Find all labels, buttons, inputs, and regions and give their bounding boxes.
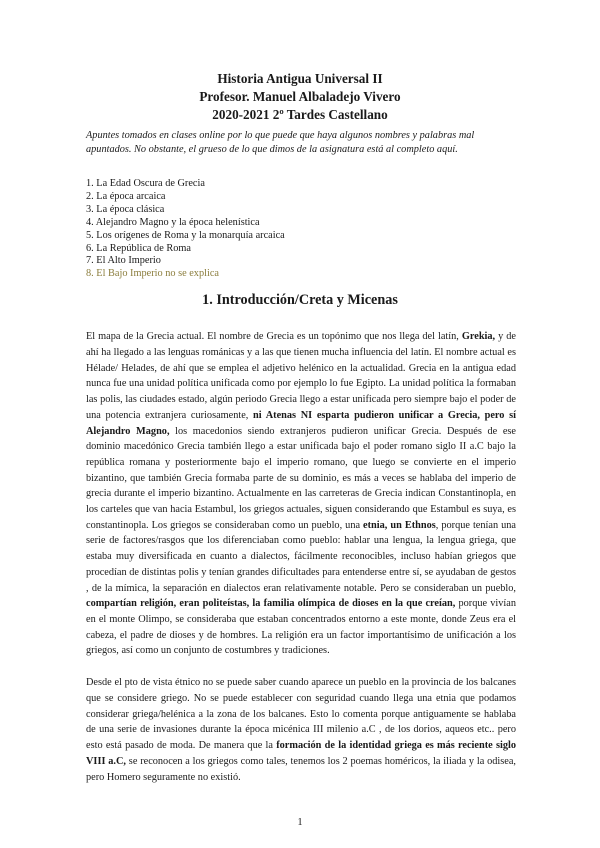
toc-item: 4. Alejandro Magno y la época helenística xyxy=(86,216,260,228)
bold-text-run: formación de la identidad griega es más reciente siglo VIII a.C, xyxy=(86,740,516,767)
professor-name: Profesor. Manuel Albaladejo Vivero xyxy=(199,89,401,104)
toc-item: 6. La República de Roma xyxy=(86,242,191,254)
page-number: 1 xyxy=(297,817,303,828)
bold-text-run: compartían religión, eran politeístas, la familia olímpica de dioses en la que creían, xyxy=(86,598,456,610)
toc-item: 2. La época arcaica xyxy=(86,190,166,202)
toc-item-not-explained: 8. El Bajo Imperio no se explica xyxy=(86,268,219,280)
text-run: El mapa de la Grecia actual. El nombre de Grecia es un topónimo que nos llega del latín, xyxy=(86,331,462,343)
toc-item: 7. El Alto Imperio xyxy=(86,255,161,267)
bold-text-run: Grekia, xyxy=(461,331,496,343)
toc-item: 3. La época clásica xyxy=(86,203,165,215)
course-title: Historia Antigua Universal II xyxy=(217,71,383,86)
body-paragraph-1 xyxy=(86,329,516,659)
intro-note: Apuntes tomados en clases online por lo que puede que haya algunos nombres y palabras mal apuntados. No obstante, el grueso de lo que dimos de la asignatura está al completo aquí. xyxy=(86,130,475,155)
text-run: Desde el pto de vista étnico no se puede saber cuando aparece un pueblo en la provincia de los balcanes que se considere griego. No se puede establecer con seguridad cuando llega una etnia que podamos considerar griega/helénica a la zona de los balcanes. Esto lo comenta porque antiguamente se hablaba de una serie de invasiones durante la época micénica III milenio a.C , de los dorios, aqueos etc.. pero esto está pasado de moda. De manera que la xyxy=(86,677,516,752)
bold-text-run: ni Atenas NI esparta pudieron unificar a Grecia, pero sí Alejandro Magno, xyxy=(86,409,516,437)
bold-text-run: etnia, un Ethnos xyxy=(363,519,436,531)
toc-item: 5. Los orígenes de Roma y la monarquía arcaica xyxy=(86,229,285,241)
document-header xyxy=(0,70,600,124)
table-of-contents xyxy=(86,178,516,281)
text-run: , porque tenían una serie de factores/rasgos que los diferenciaban como pueblo: hablar una lengua, la lengua griega, que estaba muy diversificada en cuanto a dialectos, fácilmente reconocibles, incluso habían griegos que procedían de distintas polis y tenían grandes dificultades para entenderse entre sí, se ayudaban de gestos , de la mímica, la separación en dialectos eran relativamente notable. Pero se consideraban un pueblo, xyxy=(86,519,516,594)
body-paragraph-2 xyxy=(86,675,516,785)
section-title: 1. Introducción/Creta y Micenas xyxy=(202,292,398,308)
text-run: los macedonios siendo extranjeros pudieron unificar Grecia. Después de ese dominio macedónico Grecia también llego a estar unificada bajo el poder romano siglo II a.C bajo la república romana y posteriormente bajo el imperio romano, que luego se convierte en el imperio bizantino, que también Grecia formaba parte de su dominio, es más a veces se hablaba del imperio de grecia durante el imperio bizantino. Actualmente en las carreteras de Grecia indican Constantinopla, en los carteles que van hacia Estambul, los griegos actuales, siguen considerando que Estambul es suya, es constantinopla. Los griegos se consideraban como un pueblo, una xyxy=(86,425,516,531)
toc-item: 1. La Edad Oscura de Grecia xyxy=(86,178,205,189)
text-run: porque vivían en el monte Olimpo, se consideraba que estaban concentrados entorno a este monte, donde Zeus era el cabeza, el padre de dioses y de hombres. La religión era un factor importantísimo de unificación a los griegos, así como un conjunto de costumbres y tradiciones. xyxy=(86,598,517,657)
academic-year: 2020-2021 2º Tardes Castellano xyxy=(212,107,388,122)
text-run: se reconocen a los griegos como tales, tenemos los 2 poemas homéricos, la iliada y la odisea, pero Homero seguramente no existió. xyxy=(86,755,516,783)
text-run: y de ahí ha llegado a las lenguas románicas y a las que tienen mucha influencia del latín. El nombre actual es Hélade/ Helades, de ahí que se emplea el adjetivo helénico en la actualidad. Grecia en la antigua edad nunca fue una unidad política unificada como por ejemplo lo fue Egipto. La unidad política la formaban las polis, las ciudades estado, algún periodo Grecia llego a estar unificada pero siempre bajo el poder de una potencia extranjera curiosamente, xyxy=(86,331,516,421)
